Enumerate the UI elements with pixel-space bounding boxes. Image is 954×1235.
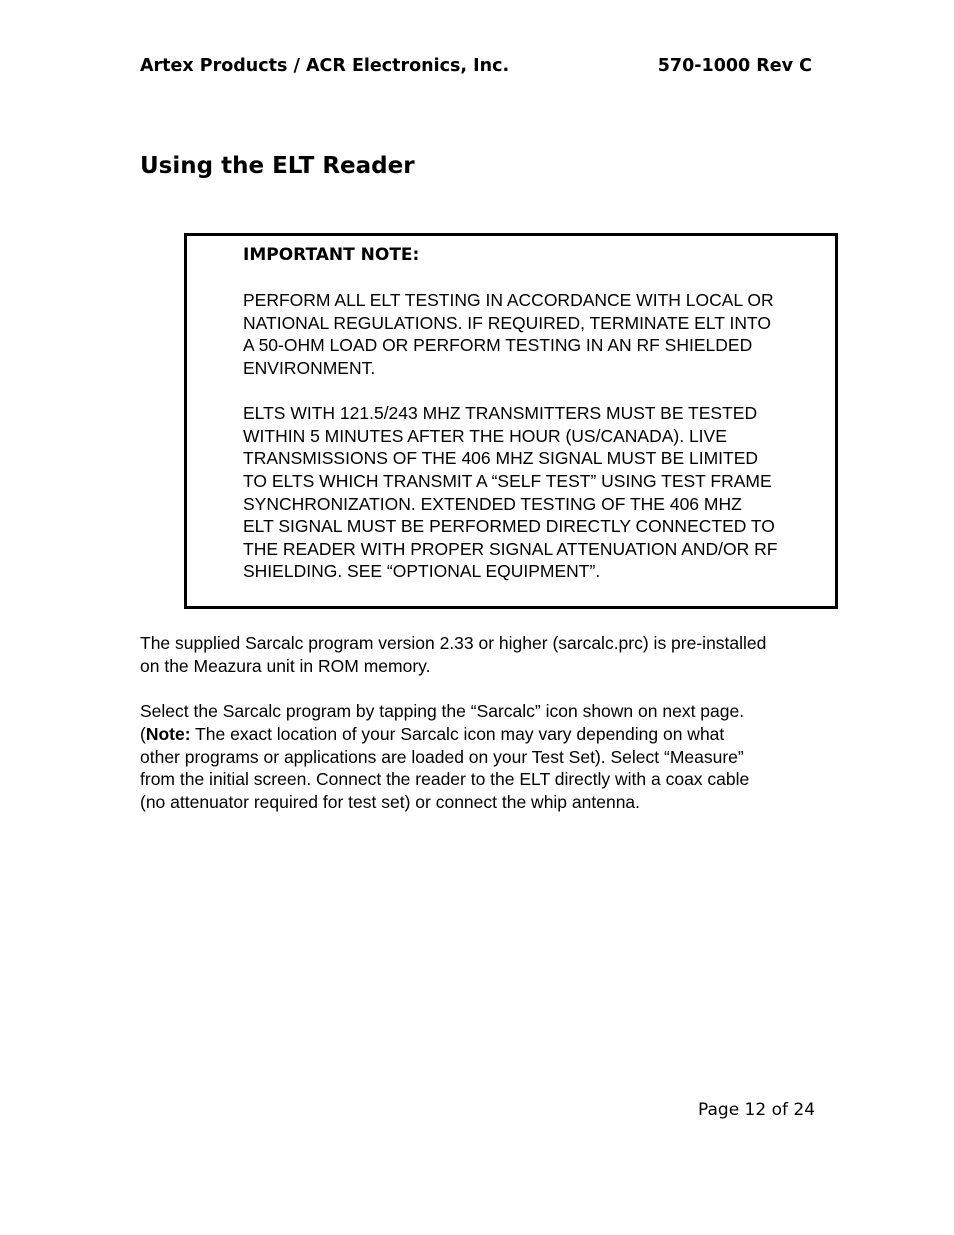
note-line: TO ELTS WHICH TRANSMIT A “SELF TEST” USING TEST FRAME: [243, 470, 772, 491]
body-line: The supplied Sarcalc program version 2.33 or higher (sarcalc.prc) is pre-installed: [140, 633, 767, 653]
open-paren: (: [140, 723, 146, 744]
paragraph-sarcalc-install: [140, 632, 830, 677]
page-number: Page 12 of 24: [698, 1100, 816, 1120]
note-line: TRANSMISSIONS OF THE 406 MHZ SIGNAL MUST BE LIMITED: [243, 448, 759, 469]
body-line-rest: The exact location of your Sarcalc icon may vary depending on what: [190, 723, 725, 744]
important-note-title: IMPORTANT NOTE:: [243, 245, 420, 265]
note-line: THE READER WITH PROPER SIGNAL ATTENUATION AND/OR RF: [243, 538, 778, 559]
company-name: Artex Products / ACR Electronics, Inc.: [140, 56, 510, 76]
note-line: PERFORM ALL ELT TESTING IN ACCORDANCE WITH LOCAL OR: [243, 290, 774, 311]
important-note-content: [243, 244, 803, 583]
note-line: NATIONAL REGULATIONS. IF REQUIRED, TERMINATE ELT INTO: [243, 312, 771, 333]
body-line: from the initial screen. Connect the reader to the ELT directly with a coax cable: [140, 769, 750, 790]
note-line: SHIELDING. SEE “OPTIONAL EQUIPMENT”.: [243, 561, 601, 582]
page-header: [140, 56, 812, 80]
document-number: 570-1000 Rev C: [657, 56, 812, 76]
paragraph-select-sarcalc: [140, 700, 830, 814]
note-paragraph-transmitters: [243, 402, 803, 583]
important-note-box: [184, 233, 838, 609]
note-label: Note:: [145, 723, 191, 744]
body-text: [140, 632, 830, 836]
note-line: A 50-OHM LOAD OR PERFORM TESTING IN AN RF SHIELDED: [243, 335, 753, 356]
note-line: SYNCHRONIZATION. EXTENDED TESTING OF THE 406 MHZ: [243, 493, 742, 514]
note-line: ELTS WITH 121.5/243 MHZ TRANSMITTERS MUST BE TESTED: [243, 403, 758, 424]
body-line: on the Meazura unit in ROM memory.: [140, 655, 431, 676]
note-line: WITHIN 5 MINUTES AFTER THE HOUR (US/CANADA). LIVE: [243, 425, 727, 446]
note-line: ELT SIGNAL MUST BE PERFORMED DIRECTLY CONNECTED TO: [243, 516, 775, 537]
body-line: Select the Sarcalc program by tapping the “Sarcalc” icon shown on next page.: [140, 701, 745, 722]
note-line: ENVIRONMENT.: [243, 357, 376, 378]
note-paragraph-regulations: [243, 289, 803, 379]
body-line-with-note: [140, 723, 830, 746]
body-line: other programs or applications are loaded on your Test Set). Select “Measure”: [140, 746, 744, 767]
page-title: Using the ELT Reader: [140, 153, 415, 179]
body-line: (no attenuator required for test set) or connect the whip antenna.: [140, 791, 641, 812]
